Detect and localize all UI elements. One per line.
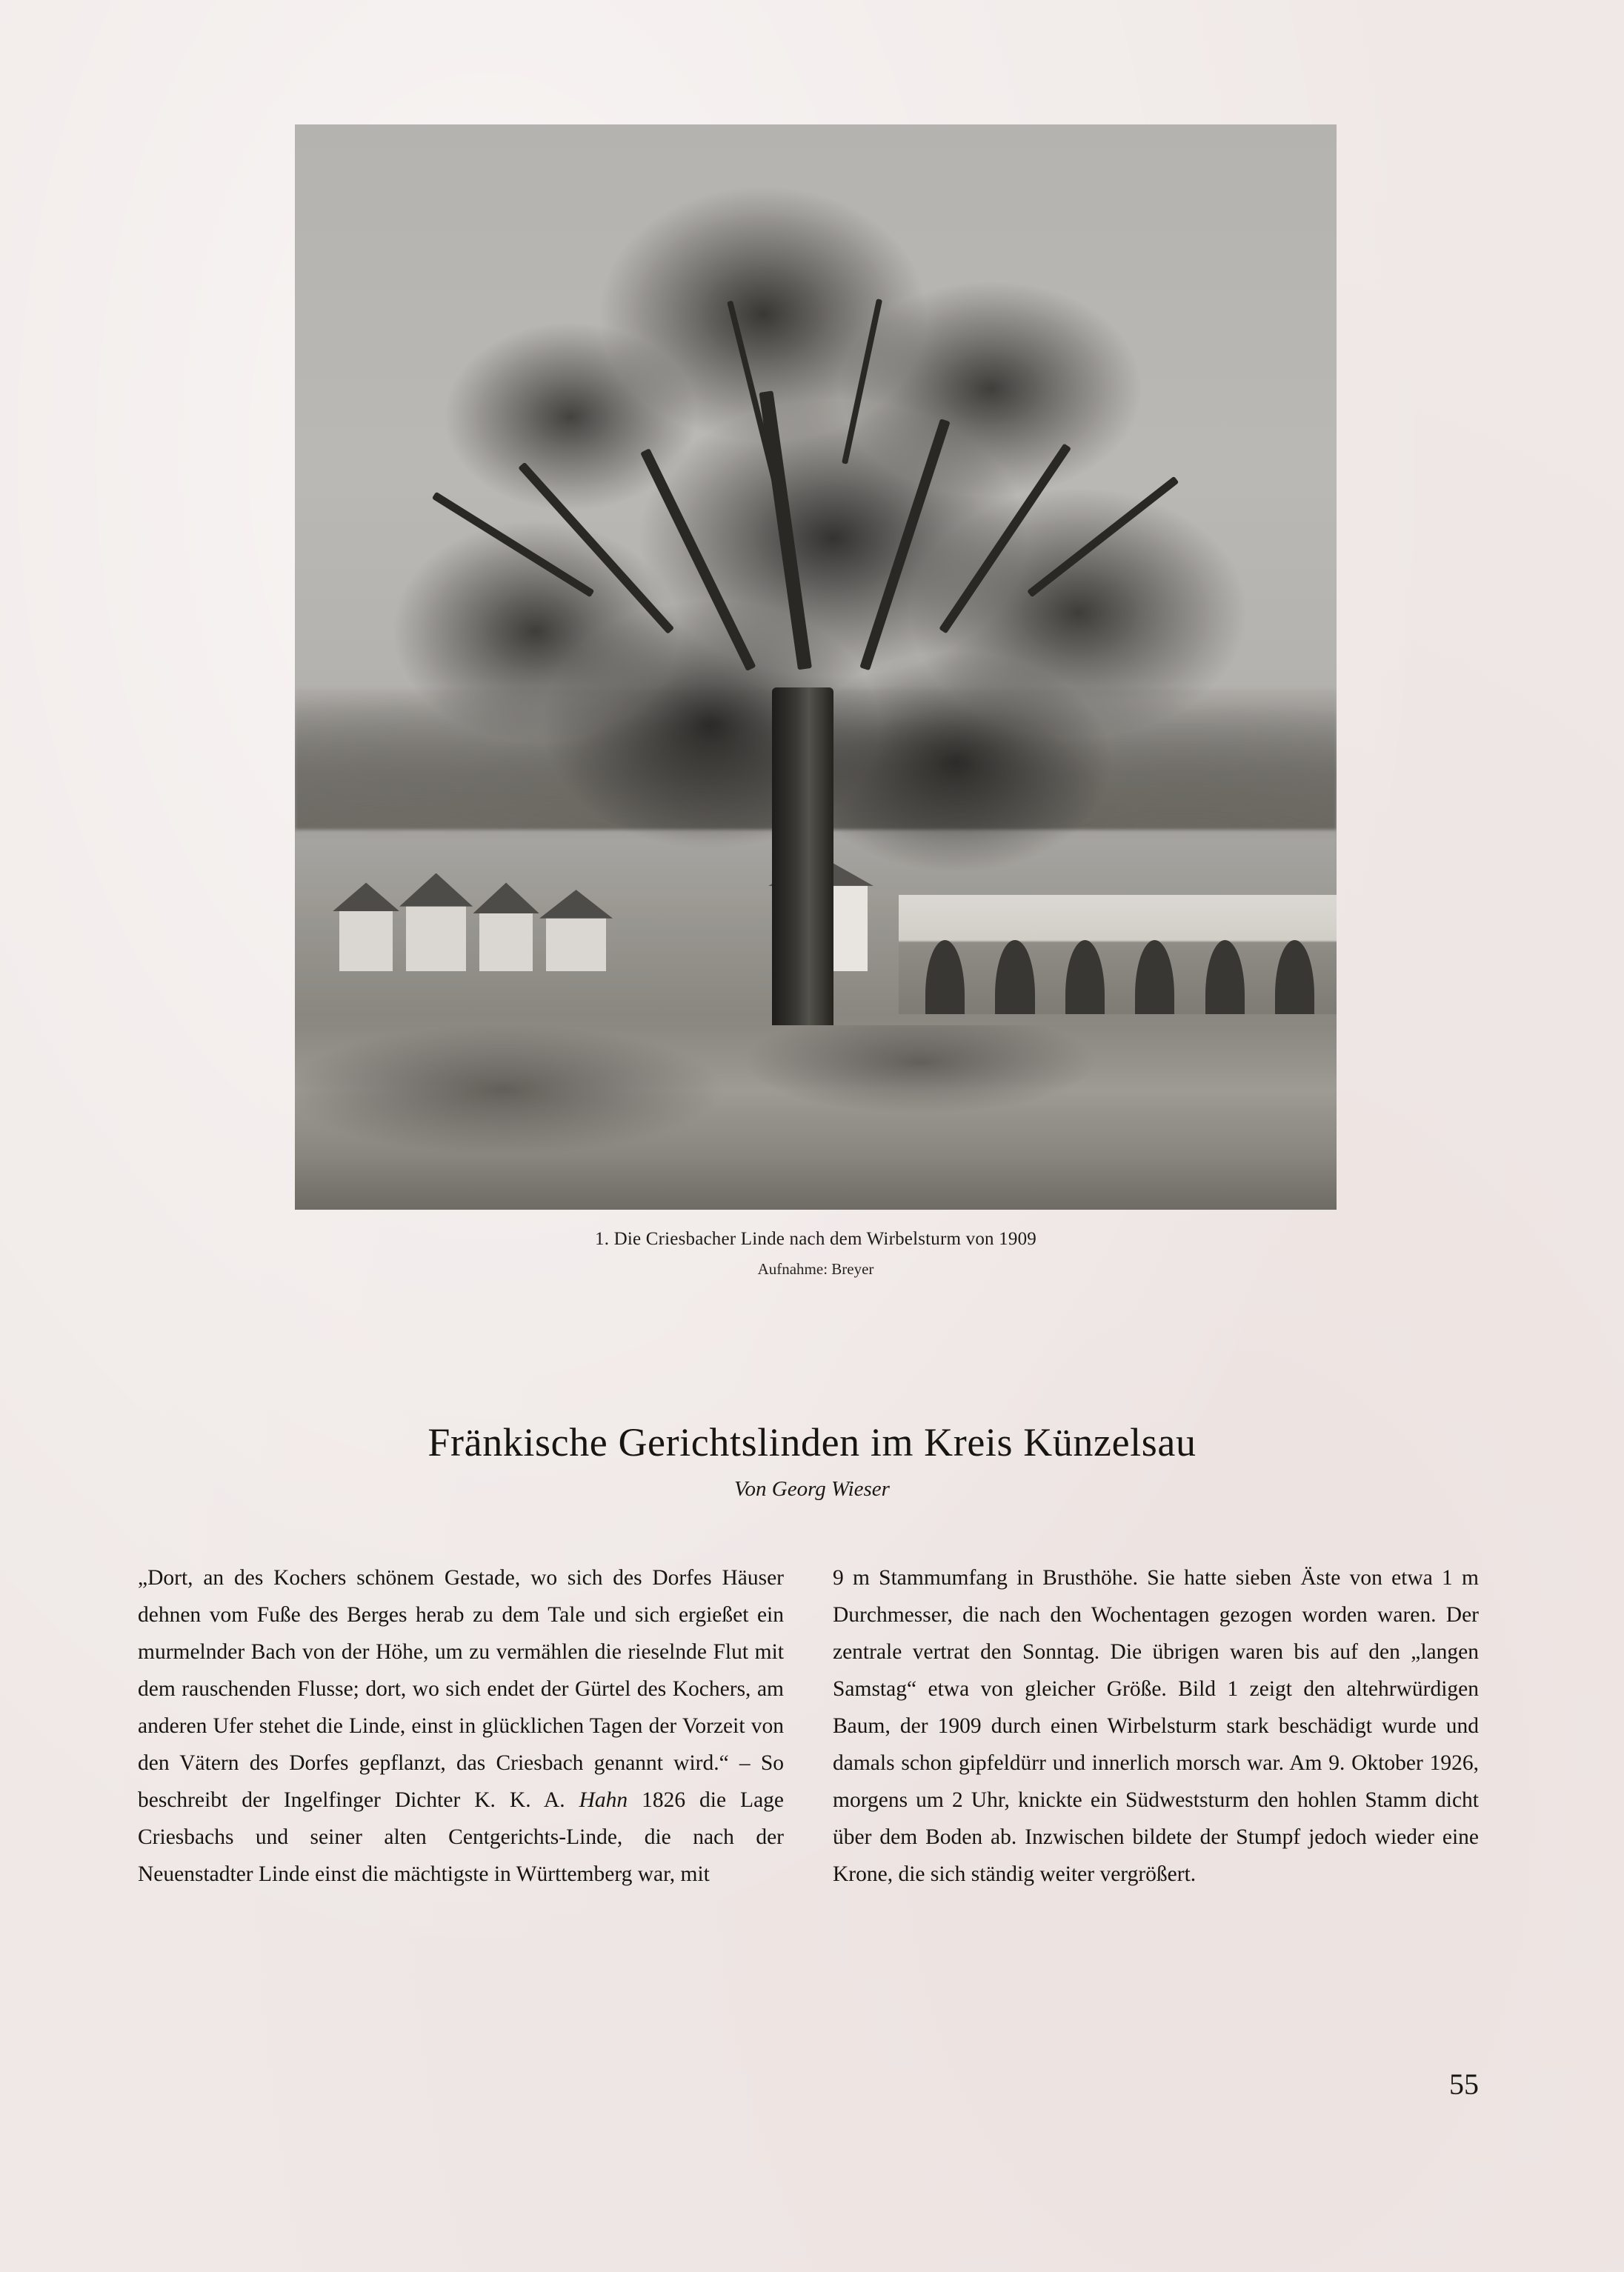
photo-foreground-ground <box>295 1025 1337 1210</box>
author-name-hahn: Hahn <box>579 1788 628 1812</box>
paragraph-left <box>138 1559 784 1893</box>
figure-credit: Aufnahme: Breyer <box>757 1260 874 1278</box>
body-column-right <box>833 1559 1479 1893</box>
figure-criesbacher-linde <box>295 124 1337 1279</box>
tree-trunk <box>772 687 833 1079</box>
figure-caption: 1. Die Criesbacher Linde nach dem Wirbelsturm von 1909 <box>595 1229 1036 1249</box>
page-number: 55 <box>1449 2068 1479 2101</box>
bridge-arch <box>1275 940 1314 1014</box>
article-byline: Von Georg Wieser <box>734 1477 890 1501</box>
article-title: Fränkische Gerichtslinden im Kreis Künzelsau <box>427 1420 1197 1465</box>
figure-photograph <box>295 124 1337 1210</box>
body-column-left <box>138 1559 784 1893</box>
photo-linden-tree <box>378 146 1253 1079</box>
body-columns <box>138 1559 1479 1893</box>
paragraph-right: 9 m Stammumfang in Brusthöhe. Sie hatte sieben Äste von etwa 1 m Durchmesser, die nach den Wochentagen gezogen worden waren. Der zentrale vertrat den Sonntag. Die übrigen waren bis auf den „langen Samstag“ etwa von gleicher Größe. Bild 1 zeigt den altehrwürdigen Baum, der 1909 durch einen Wirbelsturm stark beschädigt wurde und damals schon gipfeldürr und innerlich morsch war. Am 9. Oktober 1926, morgens um 2 Uhr, knickte ein Südweststurm den hohlen Stamm dicht über dem Boden ab. Inzwischen bildete der Stumpf jedoch wieder eine Krone, die sich ständig weiter vergrößert. <box>833 1566 1479 1886</box>
left-text-part-1: „Dort, an des Kochers schönem Gestade, wo sich des Dorfes Häuser dehnen vom Fuße des Berges herab zu dem Tale und sich ergießet ein murmelnder Bach von der Höhe, um zu vermählen die rieselnde Flut mit dem rauschenden Flusse; dort, wo sich endet der Gürtel des Kochers, am anderen Ufer stehet die Linde, einst in glücklichen Tagen der Vorzeit von den Vätern des Dorfes gepflanzt, das Criesbach genannt wird.“ – So beschreibt der Ingelfinger Dichter K. K. A. <box>138 1566 784 1812</box>
left-text-part-2: 1826 die Lage Criesbachs und seiner alten Centgerichts-Linde, die nach der Neuenstadter Linde einst die mächtigste in Württemberg war, mit <box>138 1788 785 1886</box>
